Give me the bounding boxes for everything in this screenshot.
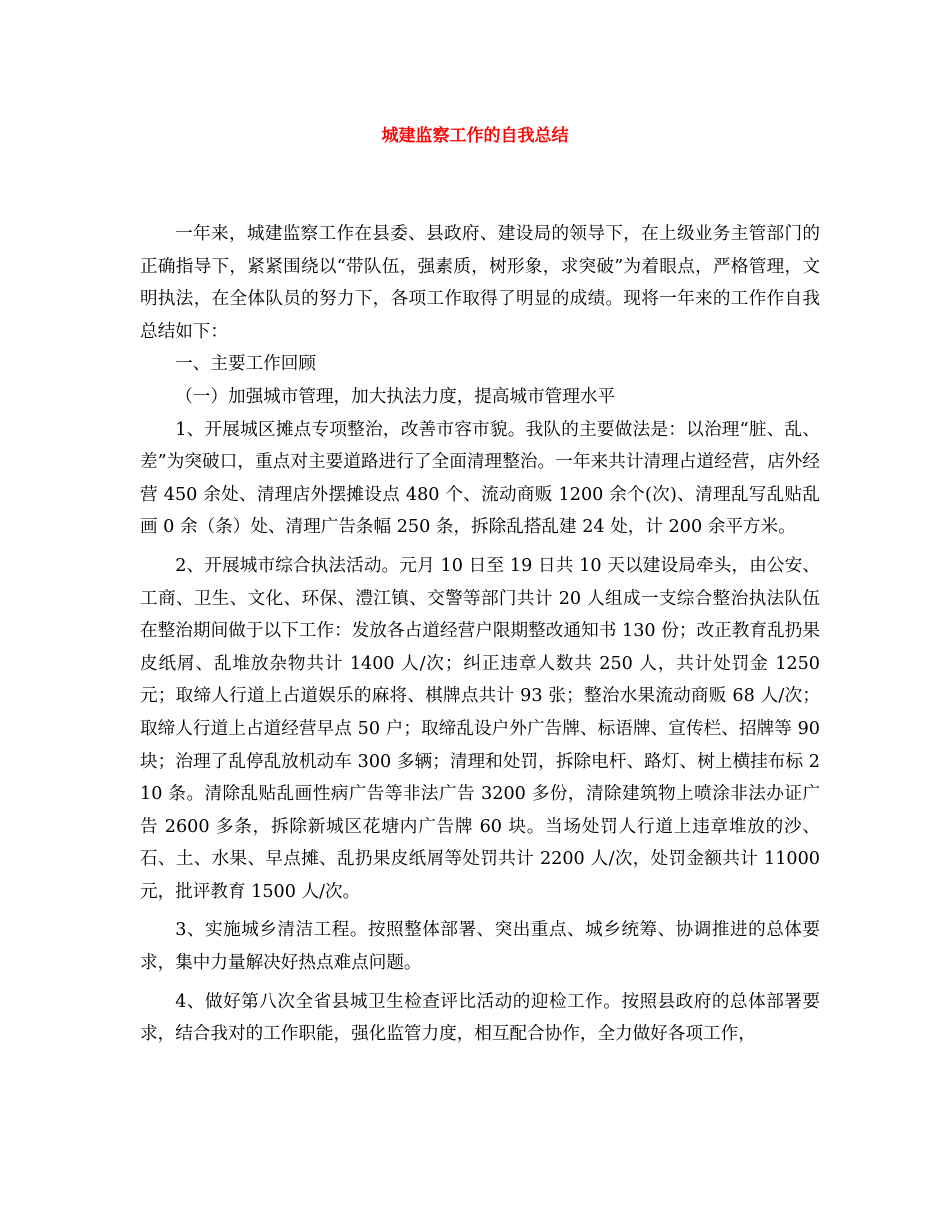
subsection-heading-city-management: （一）加强城市管理，加大执法力度，提高城市管理水平 — [175, 386, 616, 407]
paragraph-item-4: 4、做好第八次全省县城卫生检查评比活动的迎检工作。按照县政府的总体部署要求，结合我对的工作职能，强化监管力度，相互配合协作，全力做好各项工作， — [140, 991, 820, 1045]
paragraph-intro: 一年来，城建监察工作在县委、县政府、建设局的领导下，在上级业务主管部门的正确指导下，紧紧围绕以“带队伍，强素质，树形象，求突破”为着眼点，严格管理，文明执法，在全体队员的努力下，各项工作取得了明显的成绩。现将一年来的工作作自我总结如下： — [140, 224, 820, 342]
document-body — [140, 218, 820, 1051]
document-title: 城建监察工作的自我总结 — [381, 126, 569, 146]
paragraph-item-1: 1、开展城区摊点专项整治，改善市容市貌。我队的主要做法是：以治理“脏、乱、差”为突破口，重点对主要道路进行了全面清理整治。一年来共计清理占道经营，店外经营 450 余处、清理店外摆摊设点 480 个、流动商贩 1200 余个(次)、清理乱写乱贴乱画 0 余（条）处、清理广告条幅 250 条，拆除乱搭乱建 24 处，计 200 余平方米。 — [140, 419, 820, 538]
section-heading-review: 一、主要工作回顾 — [175, 354, 316, 375]
paragraph-item-3: 3、实施城乡清洁工程。按照整体部署、突出重点、城乡统筹、协调推进的总体要求，集中力量解决好热点难点问题。 — [140, 920, 820, 974]
paragraph-item-2: 2、开展城市综合执法活动。元月 10 日至 19 日共 10 天以建设局牵头，由公安、工商、卫生、文化、环保、澧江镇、交警等部门共计 20 人组成一支综合整治执法队伍在整治期间做于以下工作：发放各占道经营户限期整改通知书 130 份；改正教育乱扔果皮纸屑、乱堆放杂物共计 1400 人/次；纠正违章人数共 250 人，共计处罚金 1250 元；取缔人行道上占道娱乐的麻将、棋牌点共计 93 张；整治水果流动商贩 68 人/次；取缔人行道上占道经营早点 50 户；取缔乱设户外广告牌、标语牌、宣传栏、招牌等 90 块；治理了乱停乱放机动车 300 多辆；清理和处罚，拆除电杆、路灯、树上横挂布标 210 条。清除乱贴乱画性病广告等非法广告 3200 多份，清除建筑物上喷涂非法办证广告 2600 多条，拆除新城区花塘内广告牌 60 块。当场处罚人行道上违章堆放的沙、石、土、水果、早点摊、乱扔果皮纸屑等处罚共计 2200 人/次，处罚金额共计 11000 元，批评教育 1500 人/次。 — [140, 555, 820, 902]
